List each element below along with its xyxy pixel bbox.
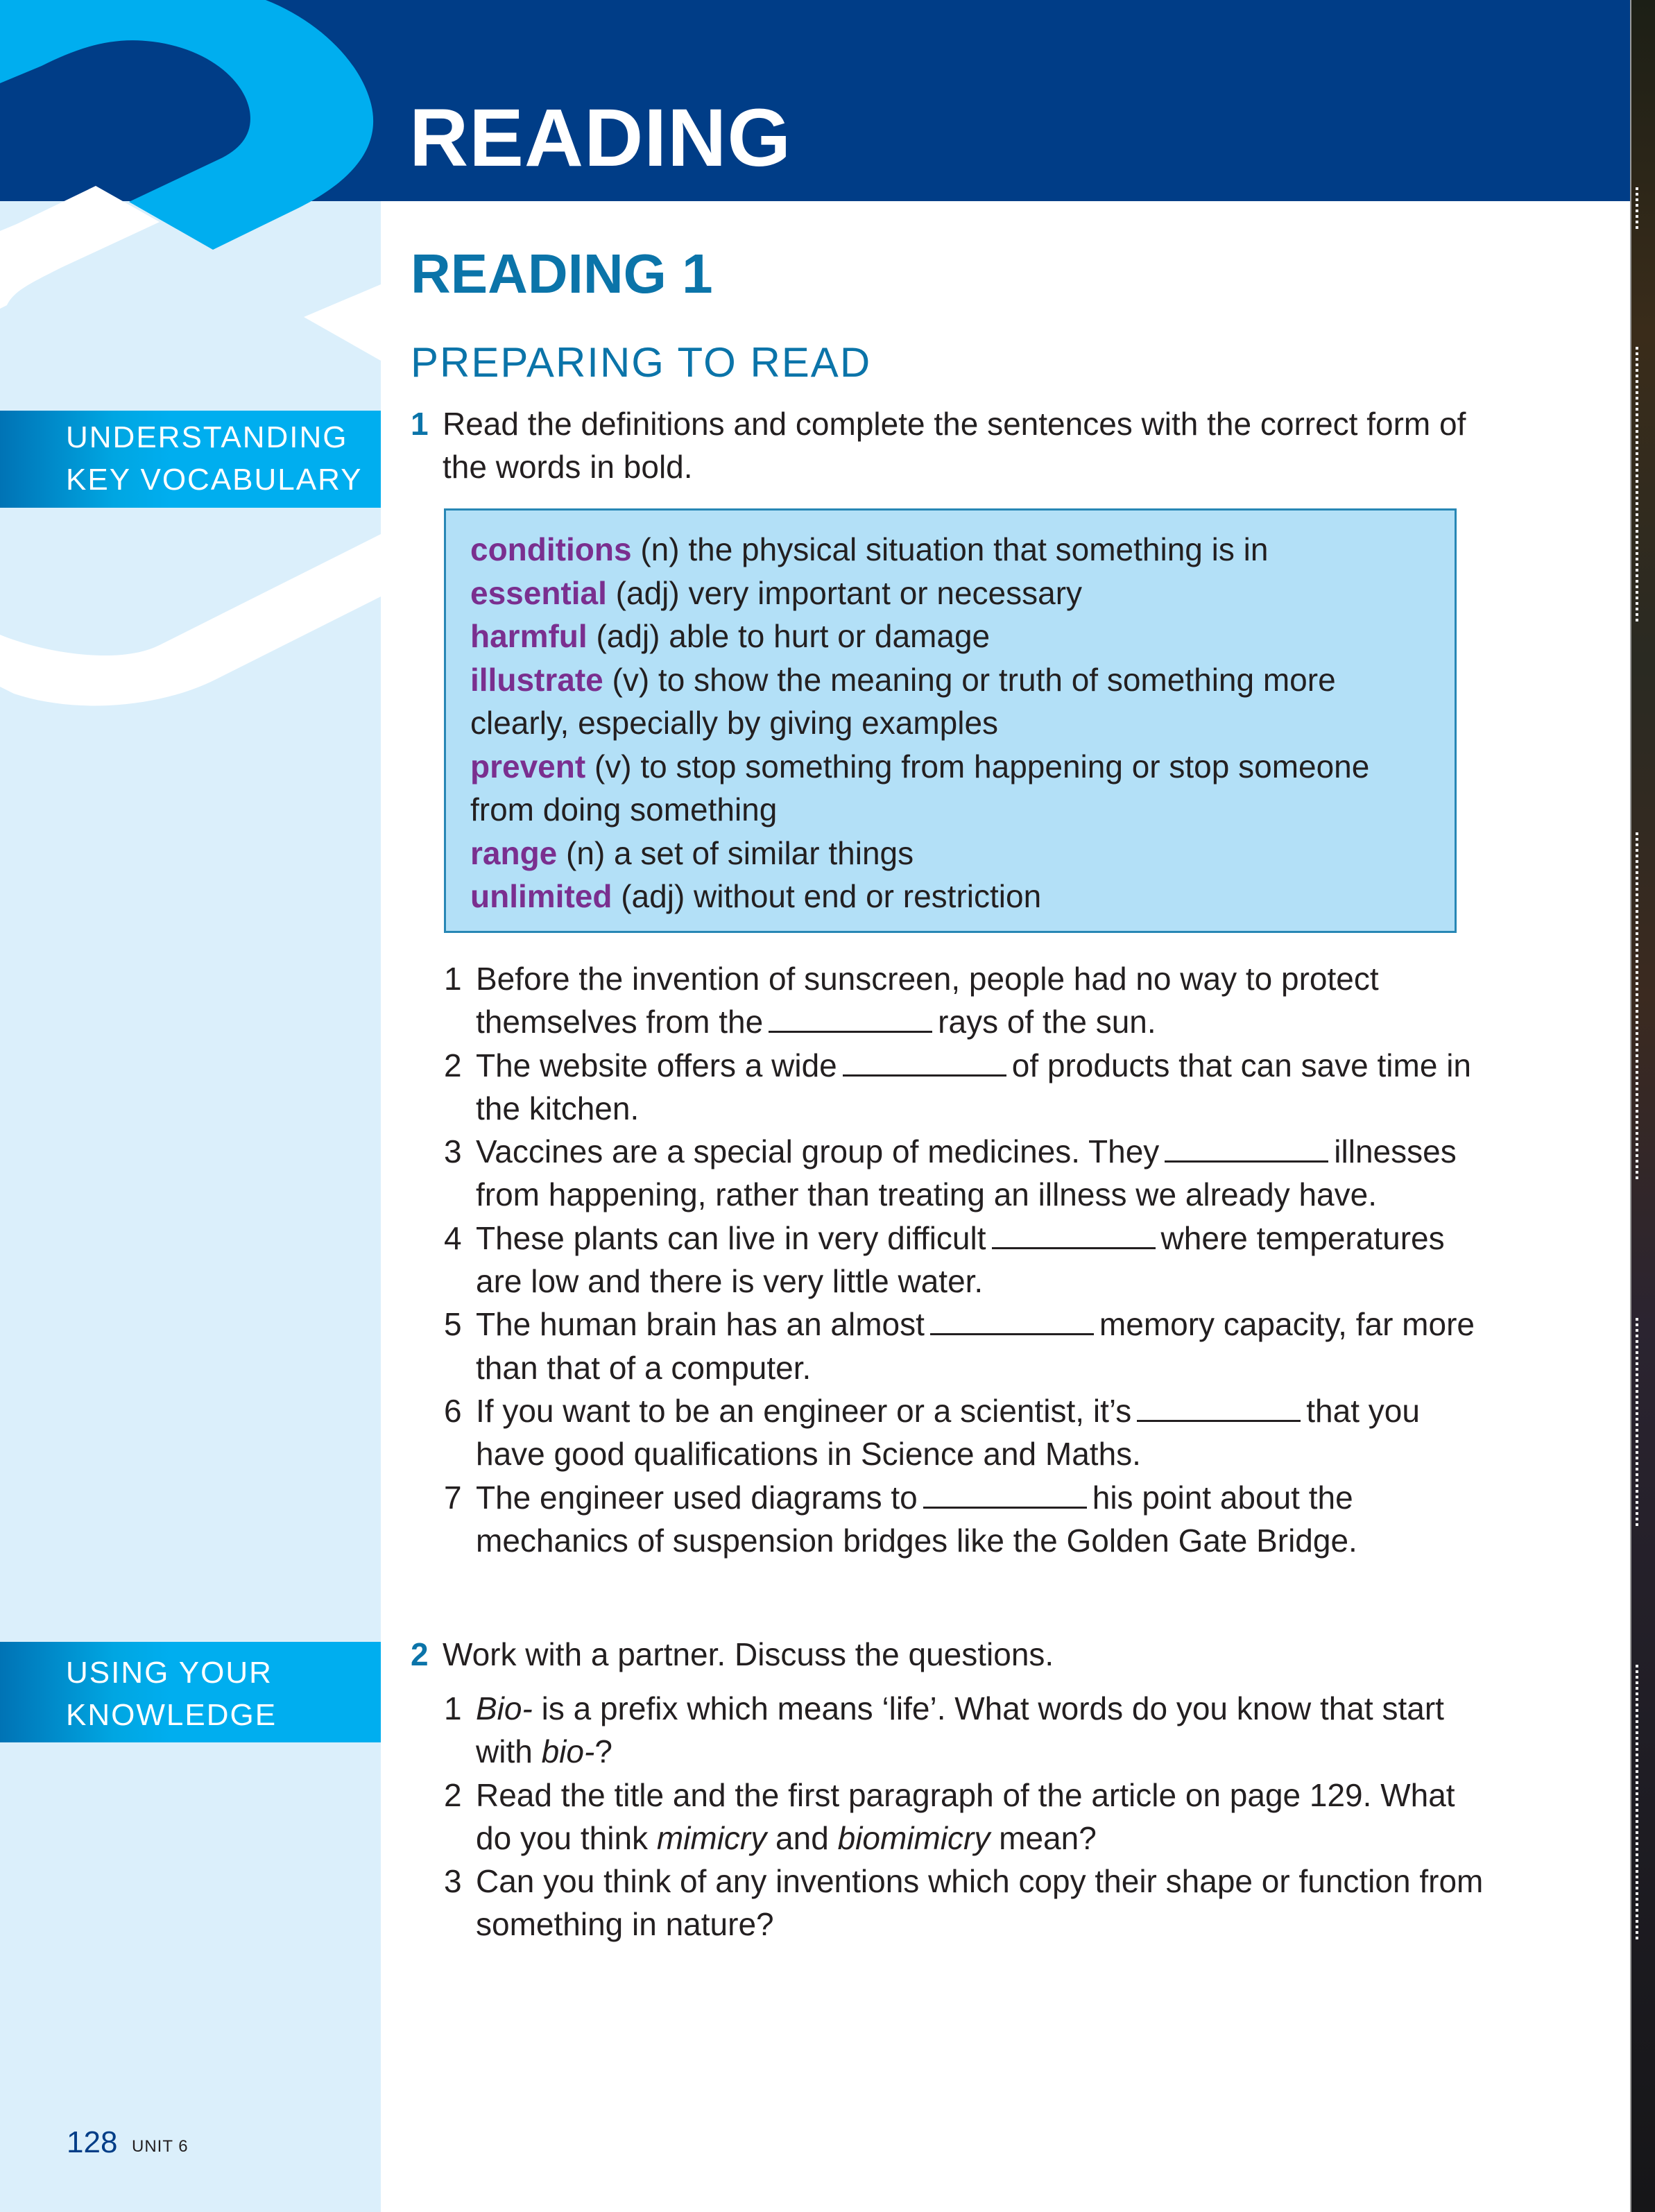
- section-title: READING 1: [411, 243, 713, 305]
- question-number: 3: [444, 1863, 462, 1900]
- vocabulary-entry: [470, 572, 1430, 615]
- sentence-number: 7: [444, 1479, 462, 1516]
- web-strand: [1636, 1665, 1638, 1942]
- sentence-item: [444, 1044, 1489, 1131]
- skill-label-understanding-vocabulary: [0, 411, 381, 508]
- sentence-number: 2: [444, 1047, 462, 1083]
- unit-number-graphic: [0, 0, 381, 763]
- sentence-item: [444, 1476, 1489, 1563]
- vocabulary-definition: (n) the physical situation that something is in: [631, 531, 1269, 567]
- section-subtitle: PREPARING TO READ: [411, 339, 872, 386]
- sentence-text-before: Vaccines are a special group of medicines. They: [476, 1133, 1160, 1170]
- vocabulary-word: unlimited: [470, 878, 612, 914]
- page-title: READING: [409, 92, 792, 184]
- skill-label-using-knowledge: [0, 1642, 381, 1742]
- sentence-text-before: These plants can live in very difficult: [476, 1219, 986, 1256]
- sentence-number: 3: [444, 1133, 462, 1170]
- question-item: [444, 1774, 1489, 1860]
- vocabulary-definition: (v) to show the meaning or truth of something more clearly, especially by giving examples: [470, 661, 1336, 741]
- question-item: [444, 1687, 1489, 1774]
- question-number: 1: [444, 1690, 462, 1726]
- web-strand: [1636, 187, 1638, 229]
- question-text-italic: biomimicry: [837, 1819, 991, 1856]
- question-item: [444, 1860, 1489, 1946]
- sentence-text-before: Before the invention of sunscreen, people had no way to protect themselves from the: [476, 961, 1379, 1040]
- vocabulary-word: harmful: [470, 618, 588, 654]
- sentence-text-before: The website offers a wide: [476, 1047, 837, 1083]
- web-strand: [1636, 832, 1638, 1179]
- sentence-text-after: of products that can save time in the kitchen.: [476, 1047, 1472, 1126]
- vocabulary-entry: [470, 658, 1430, 745]
- vocabulary-entry: [470, 875, 1430, 918]
- vocabulary-box: [444, 508, 1457, 933]
- question-text-italic: Bio-: [476, 1690, 533, 1726]
- question-text: and: [766, 1819, 838, 1856]
- question-text-italic: mimicry: [656, 1819, 767, 1856]
- sentence-text-after: memory capacity, far more than that of a computer.: [476, 1306, 1475, 1386]
- sentence-number: 5: [444, 1306, 462, 1343]
- answer-blank[interactable]: [930, 1332, 1094, 1335]
- vocabulary-definition: (v) to stop something from happening or stop someone from doing something: [470, 748, 1370, 828]
- answer-blank[interactable]: [843, 1074, 1006, 1077]
- sentence-item: [444, 1130, 1489, 1217]
- question-text-italic: bio-: [541, 1733, 595, 1770]
- sentence-item: [444, 1303, 1489, 1389]
- skill-label-line: KEY VOCABULARY: [66, 463, 363, 497]
- vocabulary-entry: [470, 615, 1430, 658]
- vocabulary-word: essential: [470, 574, 607, 611]
- vocabulary-definition: (n) a set of similar things: [557, 834, 914, 871]
- vocabulary-word: illustrate: [470, 661, 603, 698]
- unit-label: UNIT 6: [132, 2137, 189, 2156]
- vocabulary-definition: (adj) without end or restriction: [612, 878, 1042, 914]
- sentence-item: [444, 957, 1489, 1044]
- skill-label-line: UNDERSTANDING: [66, 420, 348, 454]
- sentence-text-before: The human brain has an almost: [476, 1306, 925, 1343]
- skill-label-line: KNOWLEDGE: [66, 1698, 277, 1732]
- question-number: 2: [444, 1776, 462, 1813]
- sentence-list: [444, 957, 1489, 1562]
- vocabulary-word: conditions: [470, 531, 632, 567]
- question-text: mean?: [990, 1819, 1097, 1856]
- sentence-text-after: rays of the sun.: [938, 1004, 1156, 1040]
- sentence-number: 1: [444, 961, 462, 997]
- discussion-question-list: [444, 1687, 1489, 1946]
- question-text: Read the title and the first paragraph of the article on page 129. What do you think: [476, 1776, 1455, 1856]
- question-text: ?: [594, 1733, 612, 1770]
- sentence-text-after: that you have good qualifications in Science and Maths.: [476, 1392, 1420, 1473]
- sentence-item: [444, 1217, 1489, 1303]
- question-text: is a prefix which means ‘life’. What words do you know that start with: [476, 1690, 1444, 1770]
- web-strand: [1636, 1318, 1638, 1526]
- sentence-number: 6: [444, 1392, 462, 1429]
- sentence-text-before: The engineer used diagrams to: [476, 1479, 918, 1516]
- question-text: Can you think of any inventions which copy their shape or function from something in nature?: [476, 1863, 1484, 1943]
- vocabulary-entry: [470, 745, 1430, 832]
- vocabulary-word: prevent: [470, 748, 586, 785]
- photo-edge-spiderweb: [1630, 0, 1655, 2212]
- sentence-text-after: illnesses from happening, rather than treating an illness we already have.: [476, 1133, 1457, 1213]
- sentence-number: 4: [444, 1219, 462, 1256]
- answer-blank[interactable]: [1165, 1160, 1328, 1163]
- answer-blank[interactable]: [992, 1246, 1156, 1249]
- sentence-text-after: where temperatures are low and there is very little water.: [476, 1219, 1445, 1300]
- vocabulary-definition: (adj) able to hurt or damage: [587, 618, 991, 654]
- answer-blank[interactable]: [1137, 1419, 1301, 1422]
- exercise-number: 1: [411, 406, 429, 442]
- instruction-text: Read the definitions and complete the sentences with the correct form of the words in bold.: [443, 406, 1466, 485]
- sentence-text-after: his point about the mechanics of suspension bridges like the Golden Gate Bridge.: [476, 1479, 1357, 1559]
- vocabulary-entry: [470, 832, 1430, 875]
- answer-blank[interactable]: [769, 1030, 932, 1033]
- sentence-text-before: If you want to be an engineer or a scientist, it’s: [476, 1392, 1132, 1429]
- skill-label-line: USING YOUR: [66, 1656, 273, 1690]
- exercise-2-instruction: [411, 1633, 1469, 1676]
- instruction-text: Work with a partner. Discuss the questions.: [443, 1636, 1054, 1672]
- unit-number-pale-loop: [304, 284, 381, 361]
- vocabulary-definition: (adj) very important or necessary: [606, 574, 1083, 611]
- web-strand: [1636, 347, 1638, 624]
- sentence-item: [444, 1389, 1489, 1476]
- exercise-number: 2: [411, 1636, 429, 1672]
- vocabulary-word: range: [470, 834, 558, 871]
- answer-blank[interactable]: [923, 1506, 1087, 1509]
- exercise-1-instruction: [411, 402, 1469, 488]
- page-number: 128: [67, 2125, 118, 2159]
- vocabulary-entry: [470, 528, 1430, 572]
